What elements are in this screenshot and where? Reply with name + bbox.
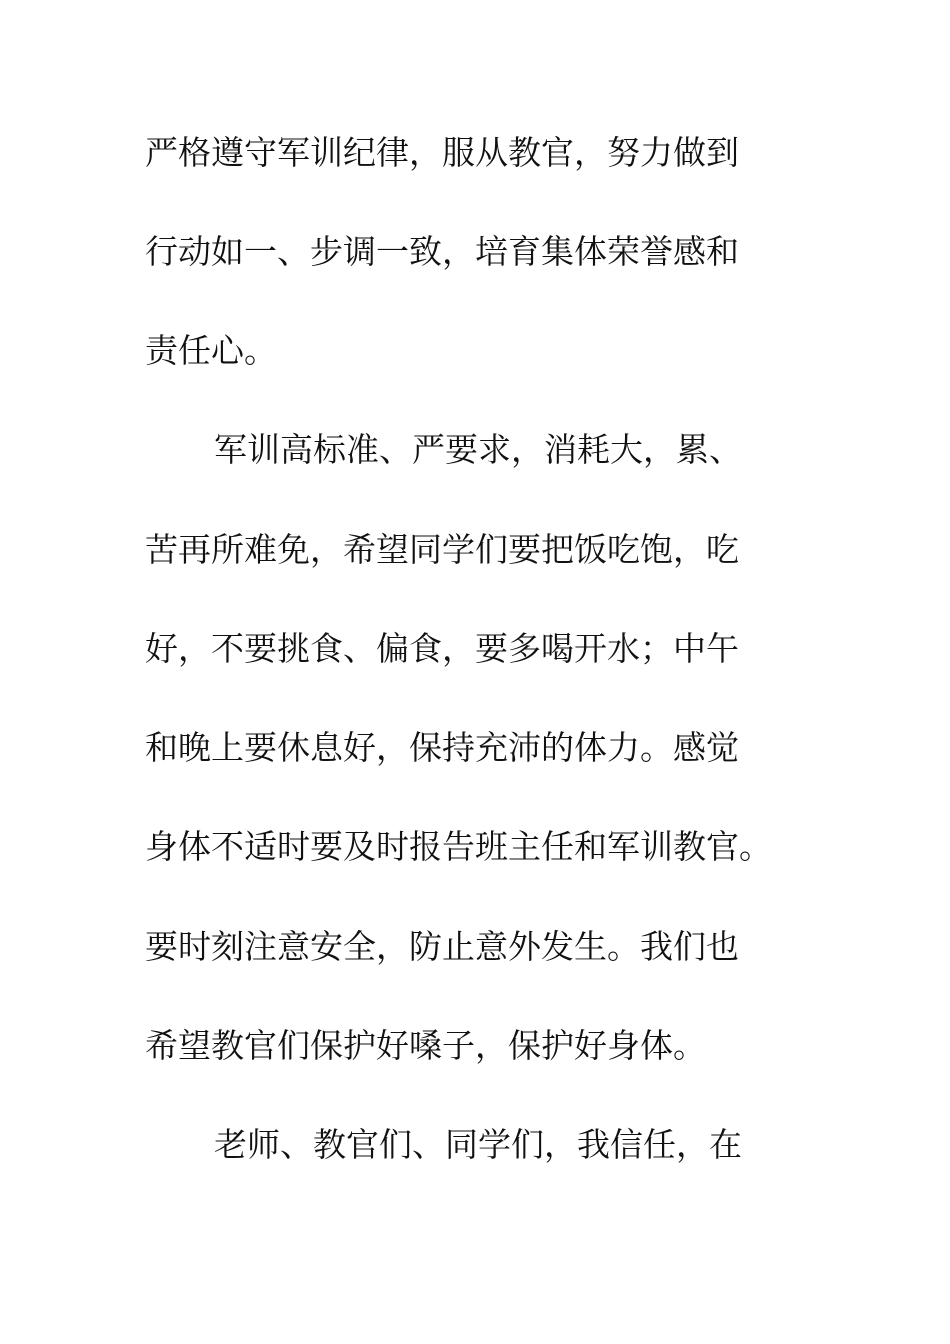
- text-line: 和晚上要休息好，保持充沛的体力。感觉: [145, 728, 739, 767]
- text-line: 身体不适时要及时报告班主任和军训教官。: [145, 827, 772, 866]
- text-line: 行动如一、步调一致，培育集体荣誉感和: [145, 232, 739, 271]
- text-line: 苦再所难免，希望同学们要把饭吃饱，吃: [145, 530, 739, 569]
- paragraph-first-line: 老师、教官们、同学们，我信任，在: [214, 1125, 742, 1164]
- text-line: 要时刻注意安全，防止意外发生。我们也: [145, 927, 739, 966]
- text-line: 严格遵守军训纪律，服从教官，努力做到: [145, 133, 739, 172]
- text-line: 责任心。: [145, 331, 277, 370]
- text-line: 好，不要挑食、偏食，要多喝开水；中午: [145, 629, 739, 668]
- text-line: 希望教官们保护好嗓子，保护好身体。: [145, 1026, 706, 1065]
- paragraph-first-line: 军训高标准、严要求，消耗大，累、: [214, 430, 742, 469]
